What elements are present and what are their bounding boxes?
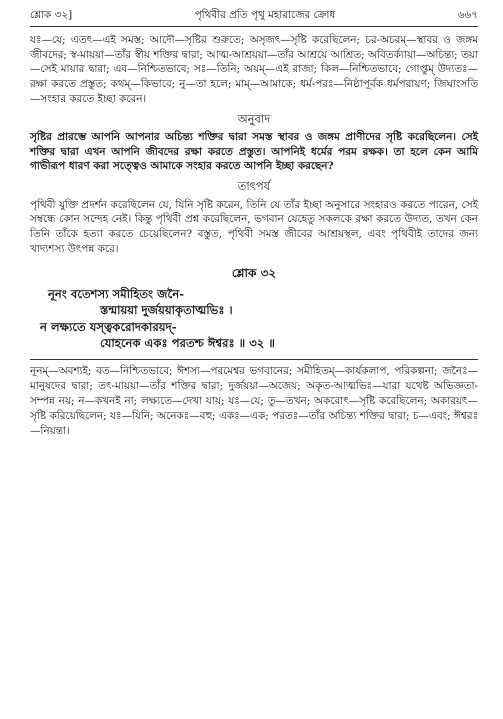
verse-line: ন লক্ষ্যতে যস্ত্বকরোদকারয়দ্- [40,319,177,334]
page [30,8,478,442]
verse-line: স্তন্মায়য়া দুর্জয়য়াকৃতাত্মভিঃ । [100,303,233,318]
header-verse-ref: শ্লোক ৩২] [30,9,73,21]
purport-text: পৃথিবী যুক্তি প্রদর্শন করেছিলেন যে, যিনি সৃষ্টি করেন, তিনি যে তাঁর ইচ্ছা অনুসারে সংহারও করতে পারেন, সেই সম্বন্ধে কোন সন্দেহ নেই। কিন্তু পৃথিবী প্রশ্ন করেছিলেন, ভগবান যেহেতু সকলকে রক্ষা করতে উদ্যত, তখন কেন তিনি তাঁকে হত্যা করতে চেয়েছিলেন? বস্তুত, পৃথিবী সমস্ত জীবের আশ্রয়স্থল, এবং পৃথিবীই তাদের জন্য খাদ্যশস্য উৎপন্ন করে। [30,198,478,255]
purport-heading: তাৎপর্য [237,179,271,194]
header-title: পৃথিবীর প্রতি পৃথু মহারাজের ক্রোধ [194,9,336,21]
verse-line: যোহনেক একঃ পরতশ্চ ঈশ্বরঃ ॥ ৩২ ॥ [100,336,275,350]
page-number: ৬৬৭ [457,9,478,21]
verse-heading: শ্লোক ৩২ [231,265,277,280]
translation-text: সৃষ্টির প্রারম্ভে আপনি আপনার অচিন্ত্য শক্তির দ্বারা সমস্ত স্থাবর ও জঙ্গম প্রাণীদের সৃষ্টি করেছিলেন। সেই শক্তির দ্বারা এখন আপনি জীবদের রক্ষা করতে প্রস্তুত। আপনিই ধর্মের পরম রক্ষক। তা হলে কেন আমি গাভীরূপ ধারণ করা সত্ত্বেও আমাকে সংহার করতে আপনি ইচ্ছা করছেন? [30,130,478,173]
sanskrit-verse [30,286,478,352]
running-header [30,8,478,27]
synonyms-current-verse: নূনম্—অবশ্যই; বত—নিশ্চিতভাবে; ঈশস্য—পরমেশ্বর ভগবানের; সমীহিতম্—কার্যকলাপ, পরিকল্পনা; জনৈঃ—মানুষদের দ্বারা; তৎ-মায়য়া—তাঁর শক্তির দ্বারা; দুর্জয়য়া—অজেয়; অকৃত-আত্মভিঃ—যারা যথেষ্ট অভিজ্ঞতা-সম্পন্ন নয়; ন—কখনই না; লক্ষ্যতে—দেখা যায়; যঃ—যে; তু—তখন; অকরোৎ—সৃষ্টি করেছিলেন; অকারয়ৎ—সৃষ্টি করিয়েছিলেন; যঃ—যিনি; অনেকঃ—বহু; একঃ—এক; পরতঃ—তাঁর অচিন্ত্য শক্তির দ্বারা; চ—এবং; ঈশ্বরঃ—নিয়ন্তা। [30,365,478,437]
synonyms-previous-verse: যঃ—যে; এতৎ—এই সমস্ত; আদৌ—সৃষ্টির শুরুতে; অসৃজৎ—সৃষ্টি করেছিলেন; চর-অচরম্—স্থাবর ও জঙ্গম জীবদের; স্ব-মায়য়া—তাঁর স্বীয় শক্তির দ্বারা; আত্ম-আশ্রয়য়া—তাঁর আশ্রয়ে আশ্রিত; অবিতর্ক্যায়া—অচিন্ত্য; তয়া—সেই মায়ার দ্বারা; এব—নিশ্চিতভাবে; সঃ—তিনি; অয়ম্—এই রাজা; কিল—নিশ্চিতভাবে; গোপ্তুম্ উদ্যতঃ—রক্ষা করতে প্রস্তুত; কথম্—কিভাবে; নু—তা হলে; মাম্—আমাকে; ধর্ম-পরঃ—নিষ্ঠাপূর্বক ধর্মপরায়ণ; জিঘাংসতি—সংহার করতে ইচ্ছা করেন। [30,33,478,105]
translation-heading: অনুবাদ [237,111,271,126]
verse-line: নূনং বতেশস্য সমীহিতং জনৈ- [48,286,185,301]
divider [30,359,478,360]
